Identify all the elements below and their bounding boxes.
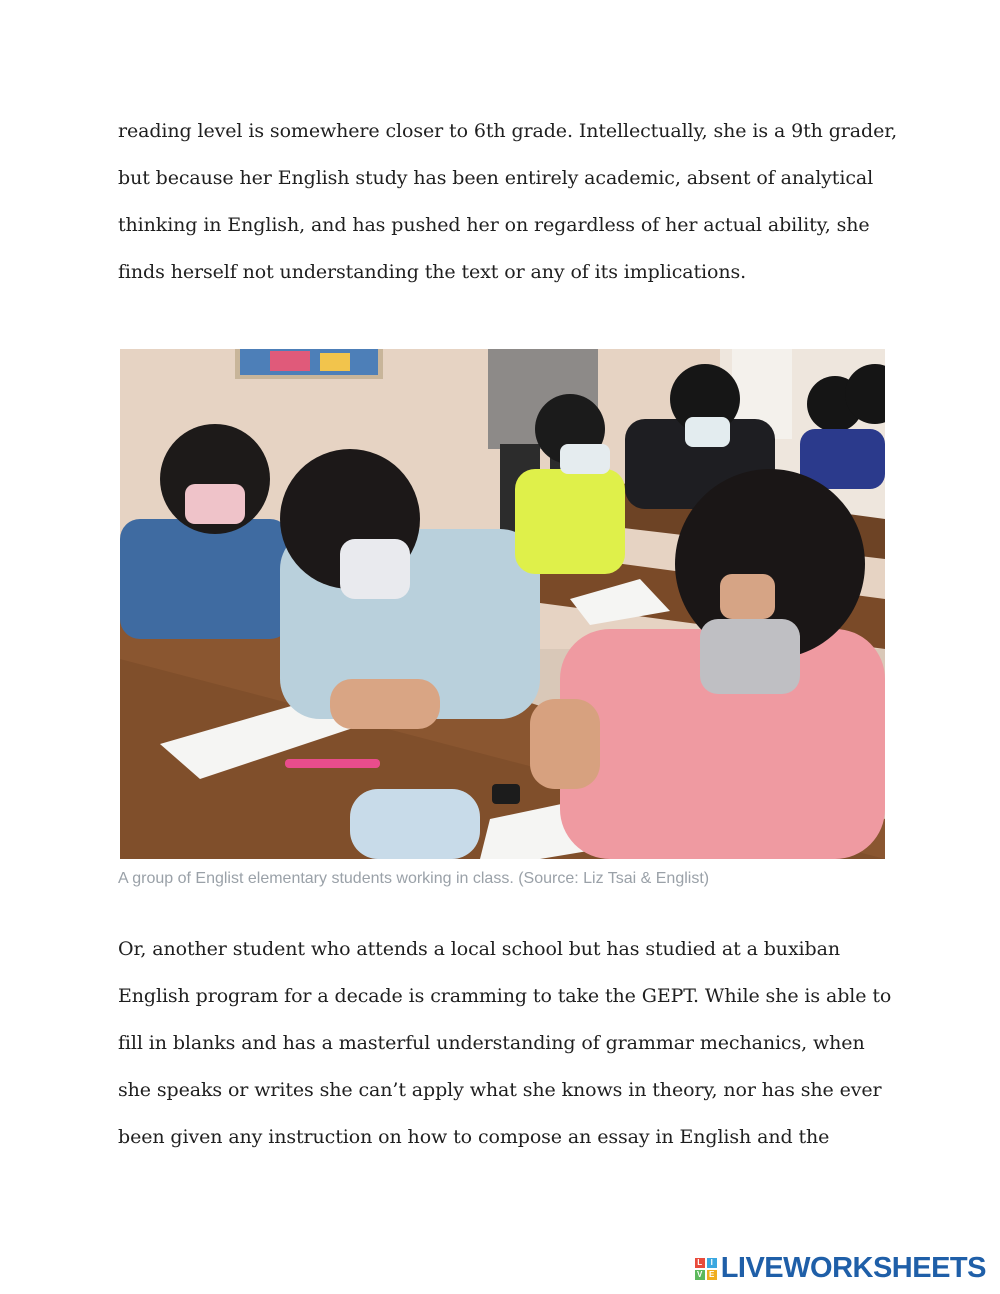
paragraph-line: but because her English study has been entirely academic, absent of analytical <box>118 167 874 189</box>
paragraph-line: thinking in English, and has pushed her on regardless of her actual ability, she <box>118 214 870 236</box>
paragraph-line: finds herself not understanding the text or any of its implications. <box>118 261 747 283</box>
brand-name: LIVEWORKSHEETS <box>720 1252 986 1284</box>
classroom-illustration <box>120 349 885 859</box>
paragraph-line: been given any instruction on how to compose an essay in English and the <box>118 1126 830 1148</box>
paragraph-1 <box>118 108 898 296</box>
paragraph-2 <box>118 926 898 1161</box>
brand-mark-letter: E <box>707 1270 717 1280</box>
paragraph-line: Or, another student who attends a local school but has studied at a buxiban <box>118 938 840 960</box>
paragraph-line: reading level is somewhere closer to 6th grade. Intellectually, she is a 9th grader, <box>118 120 898 142</box>
paragraph-line: she speaks or writes she can’t apply what she knows in theory, nor has she ever <box>118 1079 882 1101</box>
figure-caption: A group of Englist elementary students working in class. (Source: Liz Tsai & Englist) <box>118 870 710 887</box>
paragraph-line: English program for a decade is cramming to take the GEPT. While she is able to <box>118 985 892 1007</box>
brand-mark-icon <box>695 1258 717 1280</box>
brand-mark-letter: V <box>695 1270 705 1280</box>
brand-mark-letter: L <box>695 1258 705 1268</box>
brand-mark-letter: I <box>707 1258 717 1268</box>
classroom-photo <box>120 349 885 859</box>
paragraph-line: fill in blanks and has a masterful understanding of grammar mechanics, when <box>118 1032 865 1054</box>
liveworksheets-logo[interactable] <box>695 1252 986 1285</box>
